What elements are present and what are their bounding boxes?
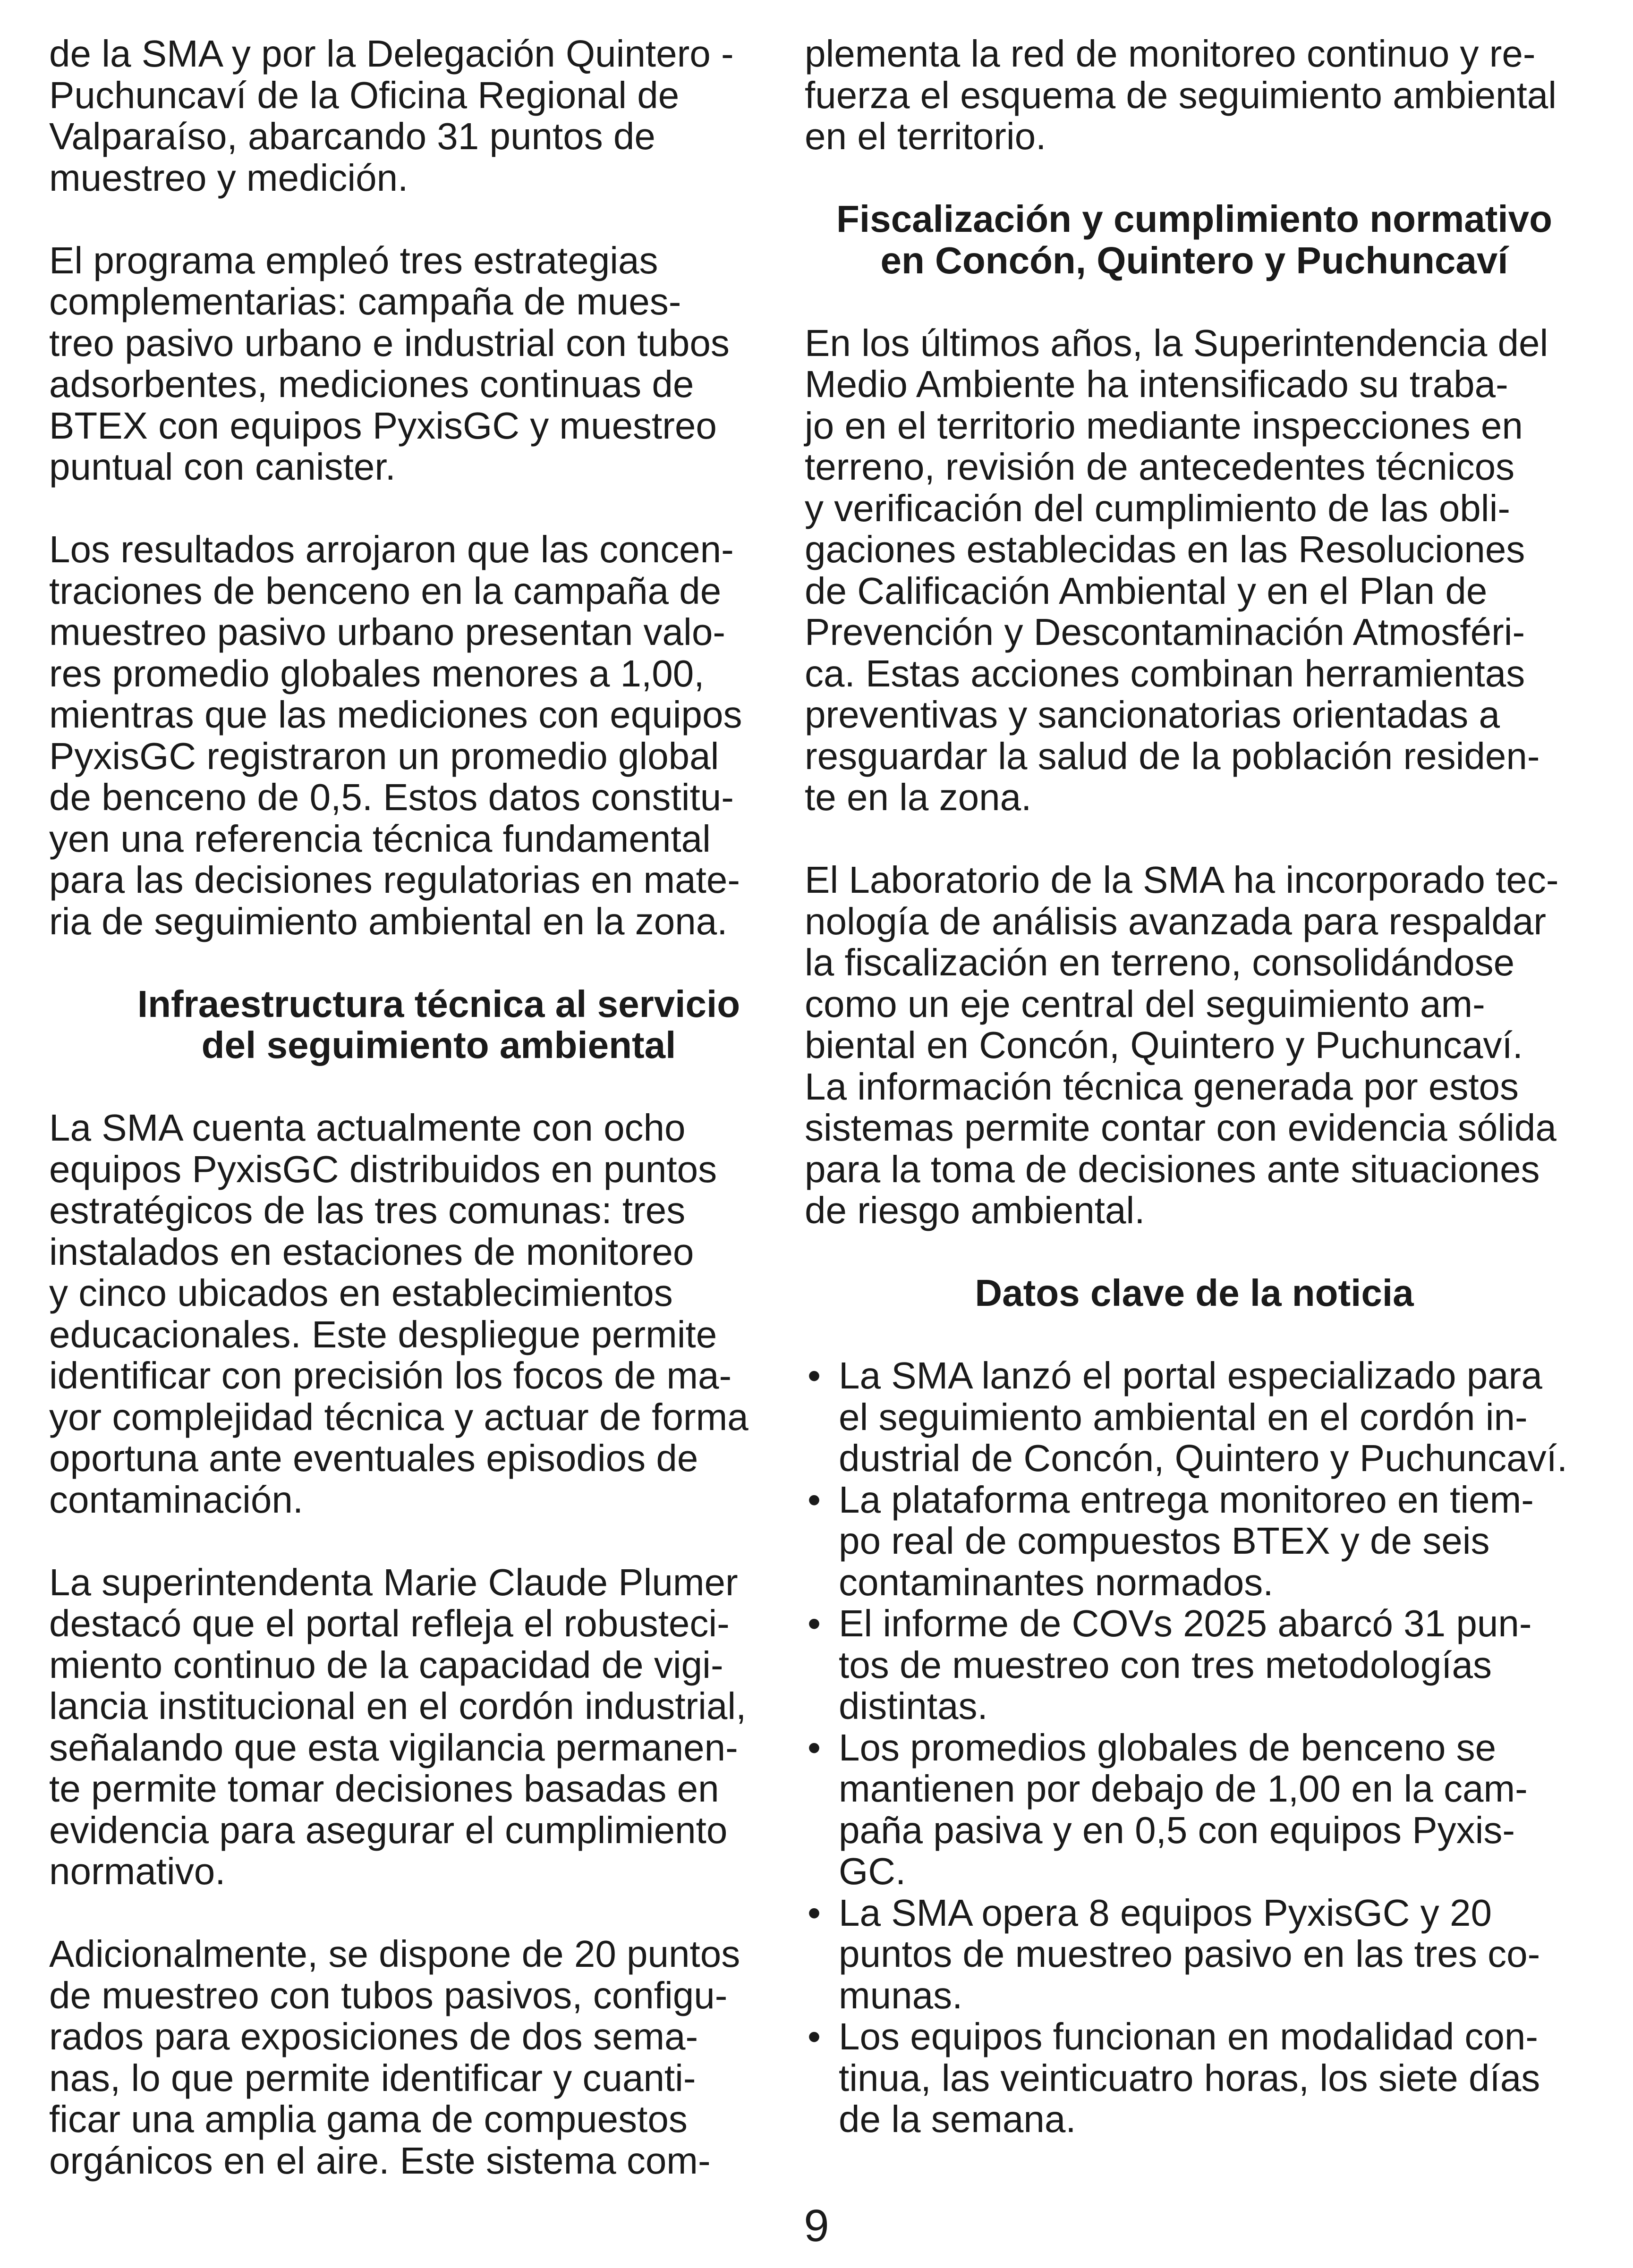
text-line: La SMA opera 8 equipos PyxisGC y 20 <box>839 1891 1492 1934</box>
left-column <box>49 33 828 2223</box>
text-line: BTEX con equipos PyxisGC y muestreo <box>49 404 717 447</box>
paragraph-passive-tubes <box>49 1933 828 2181</box>
list-item <box>805 1892 1584 2016</box>
text-line: miento continuo de la capacidad de vigi- <box>49 1643 723 1686</box>
text-line: yor complejidad técnica y actuar de forma <box>49 1396 748 1438</box>
text-line: Los resultados arrojaron que las concen- <box>49 528 734 570</box>
text-line: instalados en estaciones de monitoreo <box>49 1230 694 1273</box>
text-line: adsorbentes, mediciones continuas de <box>49 363 694 405</box>
text-line: tos de muestreo con tres metodologías <box>839 1643 1492 1686</box>
text-line: te permite tomar decisiones basadas en <box>49 1768 719 1810</box>
text-line: La SMA cuenta actualmente con ocho <box>49 1107 686 1149</box>
text-line: yen una referencia técnica fundamental <box>49 817 711 860</box>
text-line: en el territorio. <box>805 115 1046 157</box>
text-line: La superintendenta Marie Claude Plumer <box>49 1561 738 1603</box>
bullet-icon: • <box>807 1602 821 1644</box>
paragraph-program-strategies <box>49 240 828 488</box>
text-line: La SMA lanzó el portal especializado para <box>839 1354 1542 1396</box>
text-line: El programa empleó tres estrategias <box>49 239 658 281</box>
text-line: como un eje central del seguimiento am- <box>805 982 1485 1025</box>
text-line: terreno, revisión de antecedentes técnicos <box>805 446 1515 488</box>
text-line: jo en el territorio mediante inspecciones en <box>805 404 1523 447</box>
text-line: lancia institucional en el cordón industrial, <box>49 1685 747 1727</box>
text-line: identificar con precisión los focos de ma- <box>49 1354 732 1396</box>
text-line: educacionales. Este despliegue permite <box>49 1313 717 1355</box>
key-facts-list <box>805 1355 1584 2140</box>
text-line: PyxisGC registraron un promedio global <box>49 735 719 777</box>
text-line: mantienen por debajo de 1,00 en la cam- <box>839 1768 1528 1810</box>
text-line: de Calificación Ambiental y en el Plan de <box>805 569 1488 612</box>
paragraph-results <box>49 529 828 942</box>
text-line: nología de análisis avanzada para respaldar <box>805 900 1546 942</box>
text-line: Los promedios globales de benceno se <box>839 1726 1497 1769</box>
text-line: Los equipos funcionan en modalidad con- <box>839 2015 1539 2057</box>
text-line: puntos de muestreo pasivo en las tres co- <box>839 1933 1540 1975</box>
text-line: fuerza el esquema de seguimiento ambiental <box>805 74 1557 116</box>
heading-line: Fiscalización y cumplimiento normativo <box>836 198 1552 240</box>
text-line: equipos PyxisGC distribuidos en puntos <box>49 1148 717 1190</box>
text-line: muestreo y medición. <box>49 156 408 199</box>
text-line: munas. <box>839 1974 963 2016</box>
text-line: para la toma de decisiones ante situaciones <box>805 1148 1540 1190</box>
text-line: preventivas y sancionatorias orientadas a <box>805 694 1500 736</box>
text-line: po real de compuestos BTEX y de seis <box>839 1520 1490 1562</box>
text-line: de la semana. <box>839 2098 1076 2140</box>
paragraph-pyxisgc-equipment <box>49 1107 828 1520</box>
text-line: En los últimos años, la Superintendencia del <box>805 322 1548 364</box>
text-line: La información técnica generada por estos <box>805 1065 1519 1108</box>
text-line: biental en Concón, Quintero y Puchuncaví. <box>805 1024 1523 1066</box>
text-line: señalando que esta vigilancia permanen- <box>49 1726 738 1769</box>
text-line: gaciones establecidas en las Resoluciones <box>805 528 1525 570</box>
paragraph-superintendencia-work <box>805 322 1584 818</box>
text-line: contaminación. <box>49 1478 304 1521</box>
text-line: nas, lo que permite identificar y cuanti- <box>49 2056 696 2099</box>
text-line: El Laboratorio de la SMA ha incorporado tec- <box>805 859 1559 901</box>
paragraph-sma-delegation <box>49 33 828 198</box>
text-line: ria de seguimiento ambiental en la zona. <box>49 900 728 942</box>
text-line: tinua, las veinticuatro horas, los siete días <box>839 2056 1540 2099</box>
text-line: Adicionalmente, se dispone de 20 puntos <box>49 1933 740 1975</box>
text-line: de benceno de 0,5. Estos datos constitu- <box>49 776 734 818</box>
text-line: Medio Ambiente ha intensificado su traba- <box>805 363 1508 405</box>
list-item <box>805 1479 1584 1603</box>
heading-line: Datos clave de la noticia <box>975 1272 1414 1314</box>
text-line: y cinco ubicados en establecimientos <box>49 1272 673 1314</box>
text-line: sistemas permite contar con evidencia sólida <box>805 1107 1556 1149</box>
section-heading-datos-clave <box>805 1272 1584 1314</box>
text-line: de la SMA y por la Delegación Quintero - <box>49 33 734 75</box>
text-line: distintas. <box>839 1685 988 1727</box>
text-line: destacó que el portal refleja el robusteci- <box>49 1602 730 1644</box>
text-line: orgánicos en el aire. Este sistema com- <box>49 2139 711 2182</box>
list-item <box>805 1603 1584 1727</box>
heading-line: del seguimiento ambiental <box>201 1024 676 1066</box>
text-line: paña pasiva y en 0,5 con equipos Pyxis- <box>839 1809 1515 1851</box>
text-line: Puchuncaví de la Oficina Regional de <box>49 74 680 116</box>
right-column <box>805 33 1584 2140</box>
text-line: el seguimiento ambiental en el cordón in- <box>839 1396 1528 1438</box>
bullet-icon: • <box>807 1891 821 1934</box>
paragraph-laboratory <box>805 859 1584 1231</box>
text-line: la fiscalización en terreno, consolidándose <box>805 941 1515 983</box>
text-line: de muestreo con tubos pasivos, configu- <box>49 1974 728 2016</box>
text-line: muestreo pasivo urbano presentan valo- <box>49 611 725 653</box>
text-line: te en la zona. <box>805 776 1032 818</box>
text-line: estratégicos de las tres comunas: tres <box>49 1189 686 1231</box>
text-line: resguardar la salud de la población residen- <box>805 735 1540 777</box>
text-line: traciones de benceno en la campaña de <box>49 569 722 612</box>
text-line: GC. <box>839 1850 906 1892</box>
text-line: treo pasivo urbano e industrial con tubos <box>49 322 730 364</box>
text-line: La plataforma entrega monitoreo en tiem- <box>839 1478 1534 1521</box>
text-line: dustrial de Concón, Quintero y Puchuncaví. <box>839 1437 1568 1479</box>
heading-line: en Concón, Quintero y Puchuncaví <box>880 239 1508 281</box>
section-heading-infraestructura <box>49 983 828 1066</box>
list-item <box>805 1727 1584 1892</box>
text-line: para las decisiones regulatorias en mate- <box>49 859 740 901</box>
list-item <box>805 2016 1584 2140</box>
text-line: Prevención y Descontaminación Atmosféri- <box>805 611 1525 653</box>
paragraph-superintendent-quote <box>49 1562 828 1892</box>
text-line: ficar una amplia gama de compuestos <box>49 2098 688 2140</box>
paragraph-monitoring-network <box>805 33 1584 157</box>
heading-line: Infraestructura técnica al servicio <box>137 982 740 1025</box>
text-line: rados para exposiciones de dos sema- <box>49 2015 698 2057</box>
text-line: res promedio globales menores a 1,00, <box>49 652 705 694</box>
list-item <box>805 1355 1584 1479</box>
text-line: El informe de COVs 2025 abarcó 31 pun- <box>839 1602 1532 1644</box>
text-line: de riesgo ambiental. <box>805 1189 1145 1231</box>
text-line: contaminantes normados. <box>839 1561 1274 1603</box>
text-line: Valparaíso, abarcando 31 puntos de <box>49 115 655 157</box>
text-line: mientras que las mediciones con equipos <box>49 694 742 736</box>
text-line: oportuna ante eventuales episodios de <box>49 1437 698 1479</box>
text-line: puntual con canister. <box>49 446 396 488</box>
text-line: ca. Estas acciones combinan herramientas <box>805 652 1525 694</box>
section-heading-fiscalizacion <box>805 198 1584 281</box>
text-line: plementa la red de monitoreo continuo y re- <box>805 33 1536 75</box>
text-line: y verificación del cumplimiento de las obli- <box>805 487 1510 529</box>
text-line: complementarias: campaña de mues- <box>49 280 681 322</box>
bullet-icon: • <box>807 1354 821 1396</box>
page-number: 9 <box>804 2200 829 2251</box>
bullet-icon: • <box>807 2015 821 2057</box>
bullet-icon: • <box>807 1478 821 1521</box>
text-line: normativo. <box>49 1850 226 1892</box>
bullet-icon: • <box>807 1726 821 1769</box>
text-line: evidencia para asegurar el cumplimiento <box>49 1809 728 1851</box>
